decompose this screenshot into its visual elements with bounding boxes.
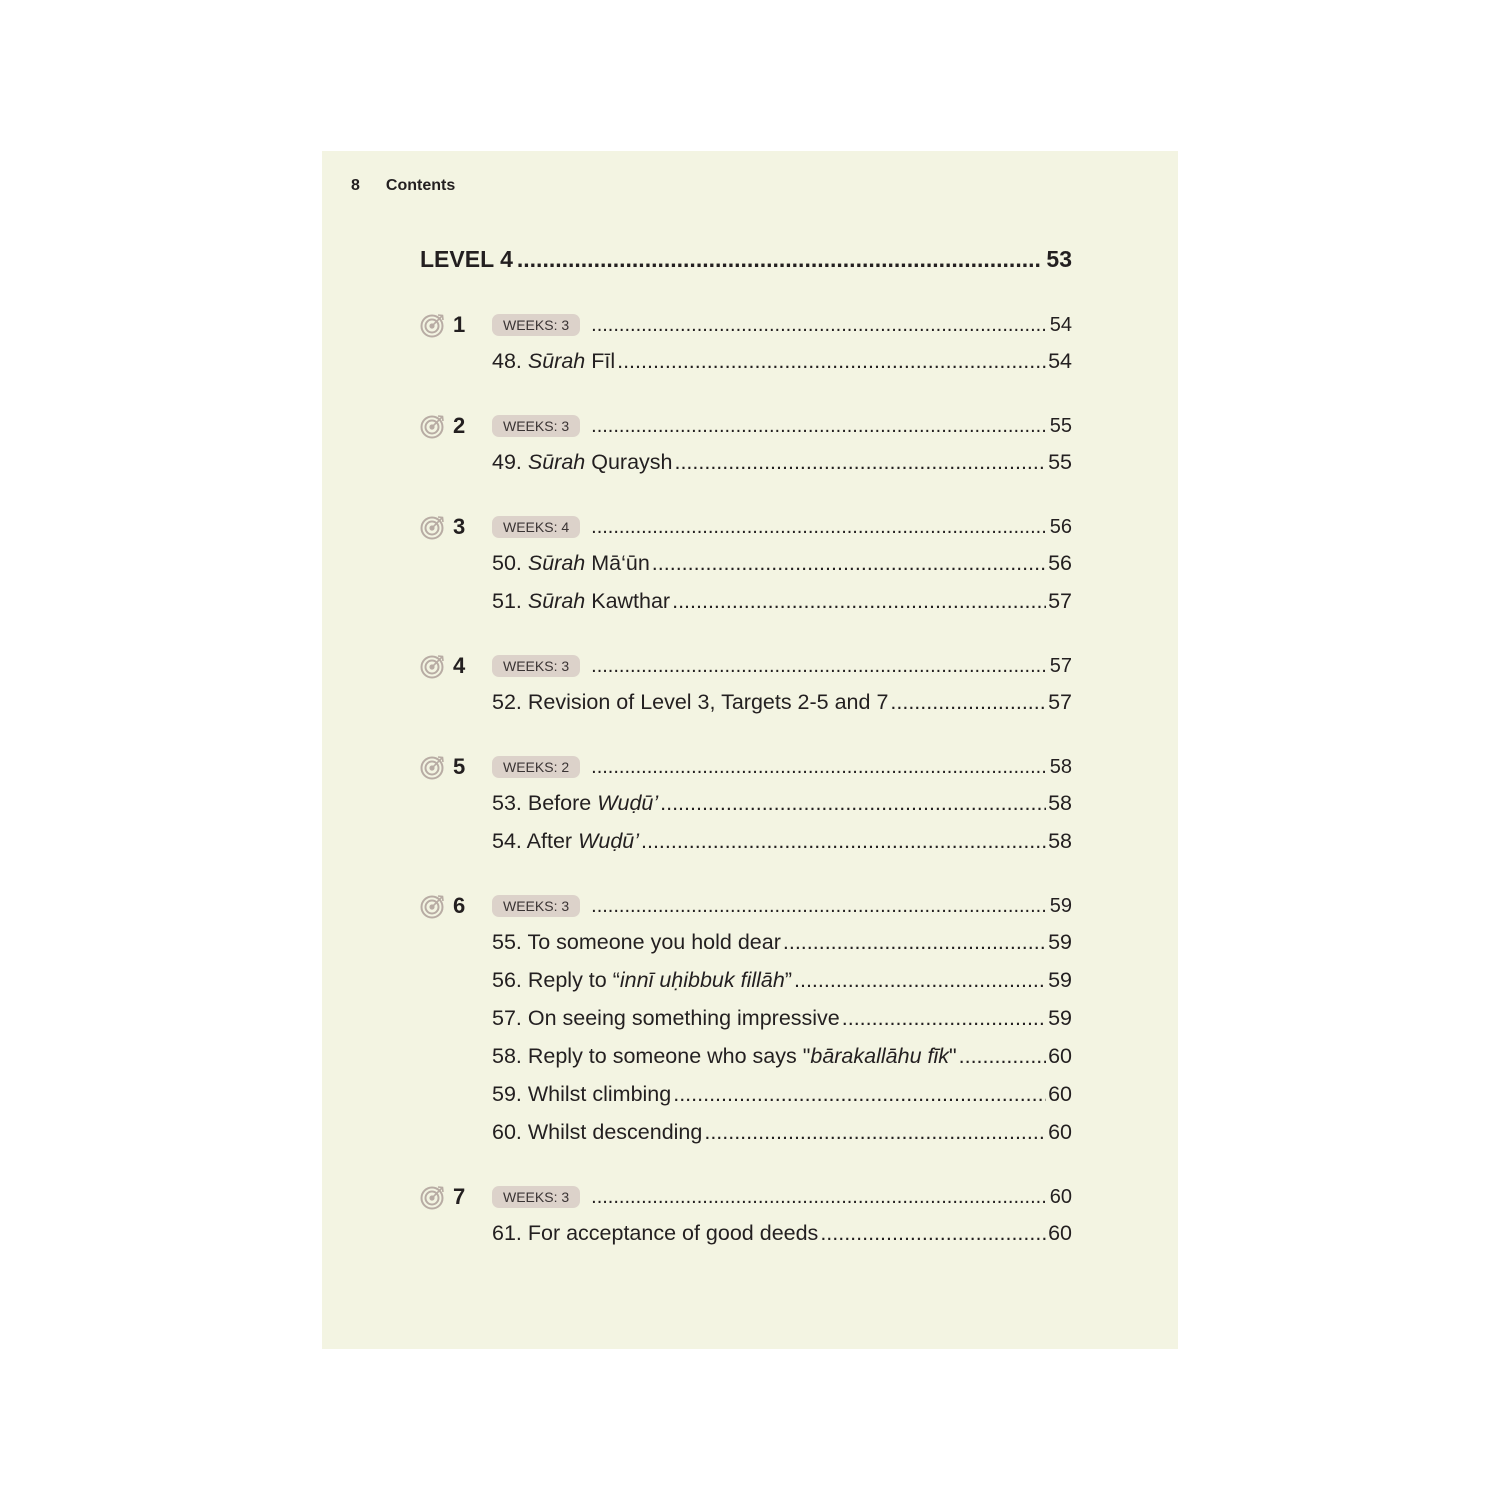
toc-entry[interactable]: [492, 961, 1072, 999]
target-number: 4: [453, 653, 466, 678]
toc-entry[interactable]: [492, 923, 1072, 961]
target-header[interactable]: [420, 889, 1072, 923]
table-of-contents: [420, 246, 1072, 1252]
target-leader-row: [589, 895, 1072, 918]
entry-title-suffix: Quraysh: [585, 450, 673, 474]
toc-entry[interactable]: [492, 1075, 1072, 1113]
toc-entry[interactable]: [492, 999, 1072, 1037]
weeks-badge: WEEKS: 4: [492, 516, 580, 538]
entry-title-italic: innī uḥibbuk fillāh: [619, 968, 785, 992]
page-number: 8: [351, 177, 360, 194]
entry-page: 58: [1048, 829, 1072, 853]
entry-title: [492, 1075, 671, 1113]
target-number: 6: [453, 893, 466, 918]
toc-entry[interactable]: [492, 784, 1072, 822]
target-leader-row: [589, 655, 1072, 678]
entry-page: 60: [1048, 1044, 1072, 1068]
toc-entry[interactable]: [492, 443, 1072, 481]
dot-leader: [591, 516, 1048, 539]
target-number: 2: [453, 413, 466, 438]
entry-title: [492, 683, 888, 721]
entry-title: [492, 443, 672, 481]
target-badge: [420, 754, 492, 780]
weeks-badge: WEEKS: 3: [492, 1186, 580, 1208]
entry-title-prefix: 59. Whilst climbing: [492, 1082, 672, 1106]
entry-title: [492, 822, 639, 860]
entry-page: 54: [1048, 349, 1072, 373]
entry-title-prefix: 54. After: [492, 829, 579, 853]
target-page: 54: [1049, 313, 1072, 336]
dot-leader: [591, 415, 1048, 438]
entry-title-prefix: 52. Revision of Level 3, Targets 2-5 and 7: [492, 690, 889, 714]
entry-title-suffix: ": [949, 1044, 957, 1068]
entry-title: [492, 582, 670, 620]
target-number: 3: [453, 514, 466, 539]
entry-title: [492, 784, 658, 822]
entry-page: 57: [1048, 589, 1072, 613]
entry-title-prefix: 51.: [492, 589, 528, 613]
target-group: [420, 649, 1072, 721]
target-page: 59: [1049, 894, 1072, 917]
entry-title-italic: Wuḍū’: [597, 791, 659, 815]
target-page: 57: [1049, 654, 1072, 677]
entry-page: 60: [1048, 1221, 1072, 1245]
dot-leader: [591, 655, 1048, 678]
dot-leader: [794, 961, 1046, 999]
target-badge: [420, 413, 492, 439]
entry-title-italic: Sūrah: [527, 450, 586, 474]
entry-title-prefix: 60. Whilst descending: [492, 1120, 703, 1144]
entry-page: 57: [1048, 690, 1072, 714]
entry-title: [492, 544, 650, 582]
toc-entry[interactable]: [492, 342, 1072, 380]
target-badge: [420, 312, 492, 338]
dot-leader: [704, 1113, 1046, 1151]
target-header[interactable]: [420, 649, 1072, 683]
target-group: [420, 1180, 1072, 1252]
target-bullseye-icon: [420, 413, 446, 439]
contents-page: [322, 151, 1178, 1349]
dot-leader: [660, 784, 1046, 822]
target-group: [420, 409, 1072, 481]
dot-leader: [672, 582, 1046, 620]
target-group: [420, 750, 1072, 860]
target-number: 7: [453, 1184, 466, 1209]
level-page: 53: [1046, 246, 1072, 272]
entry-title: [492, 923, 781, 961]
target-header[interactable]: [420, 308, 1072, 342]
target-badge: [420, 653, 492, 679]
target-list: [420, 308, 1072, 1252]
dot-leader: [959, 1037, 1046, 1075]
entry-title-prefix: 53. Before: [492, 791, 598, 815]
target-group: [420, 889, 1072, 1151]
target-leader-row: [589, 756, 1072, 779]
entry-page: 60: [1048, 1120, 1072, 1144]
weeks-badge: WEEKS: 3: [492, 895, 580, 917]
entry-title: [492, 1113, 702, 1151]
toc-entry[interactable]: [492, 1037, 1072, 1075]
target-page: 58: [1049, 755, 1072, 778]
target-number: 5: [453, 754, 466, 779]
entry-title: [492, 342, 615, 380]
dot-leader: [641, 822, 1046, 860]
target-bullseye-icon: [420, 893, 446, 919]
entry-title: [492, 1037, 957, 1075]
weeks-badge: WEEKS: 3: [492, 314, 580, 336]
dot-leader: [617, 342, 1046, 380]
entry-title-prefix: 55. To someone you hold dear: [492, 930, 781, 954]
target-number: 1: [453, 312, 466, 337]
entry-title-prefix: 50.: [492, 551, 528, 575]
dot-leader: [517, 246, 1043, 273]
entry-title-italic: Sūrah: [527, 349, 586, 373]
dot-leader: [842, 999, 1046, 1037]
entry-page: 55: [1048, 450, 1072, 474]
target-header[interactable]: [420, 510, 1072, 544]
entry-title: [492, 999, 840, 1037]
entry-page: 59: [1048, 1006, 1072, 1030]
target-page: 55: [1049, 414, 1072, 437]
weeks-badge: WEEKS: 2: [492, 756, 580, 778]
entry-title-italic: Sūrah: [527, 589, 586, 613]
target-header[interactable]: [420, 750, 1072, 784]
entry-title-prefix: 57. On seeing something impressive: [492, 1006, 840, 1030]
target-bullseye-icon: [420, 653, 446, 679]
toc-entry[interactable]: [492, 544, 1072, 582]
target-page: 60: [1049, 1185, 1072, 1208]
dot-leader: [591, 895, 1048, 918]
dot-leader: [890, 683, 1046, 721]
target-badge: [420, 1184, 492, 1210]
toc-entry[interactable]: [492, 1113, 1072, 1151]
entry-page: 59: [1048, 968, 1072, 992]
dot-leader: [591, 1186, 1048, 1209]
level-heading[interactable]: [420, 246, 1072, 282]
entry-title-italic: Wuḍū’: [578, 829, 640, 853]
entry-title-suffix: ”: [784, 968, 792, 992]
target-header[interactable]: [420, 409, 1072, 443]
dot-leader: [674, 443, 1046, 481]
entry-title-italic: Sūrah: [527, 551, 586, 575]
dot-leader: [591, 756, 1048, 779]
dot-leader: [820, 1214, 1046, 1252]
target-group: [420, 308, 1072, 380]
target-header[interactable]: [420, 1180, 1072, 1214]
entry-title: [492, 961, 792, 999]
entry-page: 56: [1048, 551, 1072, 575]
entry-title-prefix: 48.: [492, 349, 528, 373]
entry-page: 59: [1048, 930, 1072, 954]
dot-leader: [673, 1075, 1046, 1113]
toc-entry[interactable]: [492, 582, 1072, 620]
dot-leader: [591, 314, 1048, 337]
target-page: 56: [1049, 515, 1072, 538]
entry-title-italic: bārakallāhu fīk: [810, 1044, 949, 1068]
target-badge: [420, 893, 492, 919]
entry-title-prefix: 61. For acceptance of good deeds: [492, 1221, 819, 1245]
entry-page: 58: [1048, 791, 1072, 815]
entry-page: 60: [1048, 1082, 1072, 1106]
target-bullseye-icon: [420, 754, 446, 780]
weeks-badge: WEEKS: 3: [492, 655, 580, 677]
target-group: [420, 510, 1072, 620]
entry-title-prefix: 56. Reply to “: [492, 968, 620, 992]
target-leader-row: [589, 516, 1072, 539]
entry-title-suffix: Mā‘ūn: [585, 551, 650, 575]
entry-title-suffix: Fīl: [585, 349, 616, 373]
entry-title-prefix: 58. Reply to someone who says ": [492, 1044, 811, 1068]
dot-leader: [783, 923, 1046, 961]
toc-entry[interactable]: [492, 822, 1072, 860]
toc-entry[interactable]: [492, 683, 1072, 721]
target-leader-row: [589, 314, 1072, 337]
dot-leader: [652, 544, 1046, 582]
target-badge: [420, 514, 492, 540]
running-head: [351, 177, 455, 195]
toc-entry[interactable]: [492, 1214, 1072, 1252]
weeks-badge: WEEKS: 3: [492, 415, 580, 437]
section-title: Contents: [385, 177, 456, 194]
entry-title-prefix: 49.: [492, 450, 528, 474]
target-leader-row: [589, 415, 1072, 438]
target-bullseye-icon: [420, 514, 446, 540]
target-leader-row: [589, 1186, 1072, 1209]
entry-title-suffix: Kawthar: [585, 589, 671, 613]
entry-title: [492, 1214, 818, 1252]
target-bullseye-icon: [420, 1184, 446, 1210]
level-label: LEVEL 4: [420, 246, 513, 272]
target-bullseye-icon: [420, 312, 446, 338]
